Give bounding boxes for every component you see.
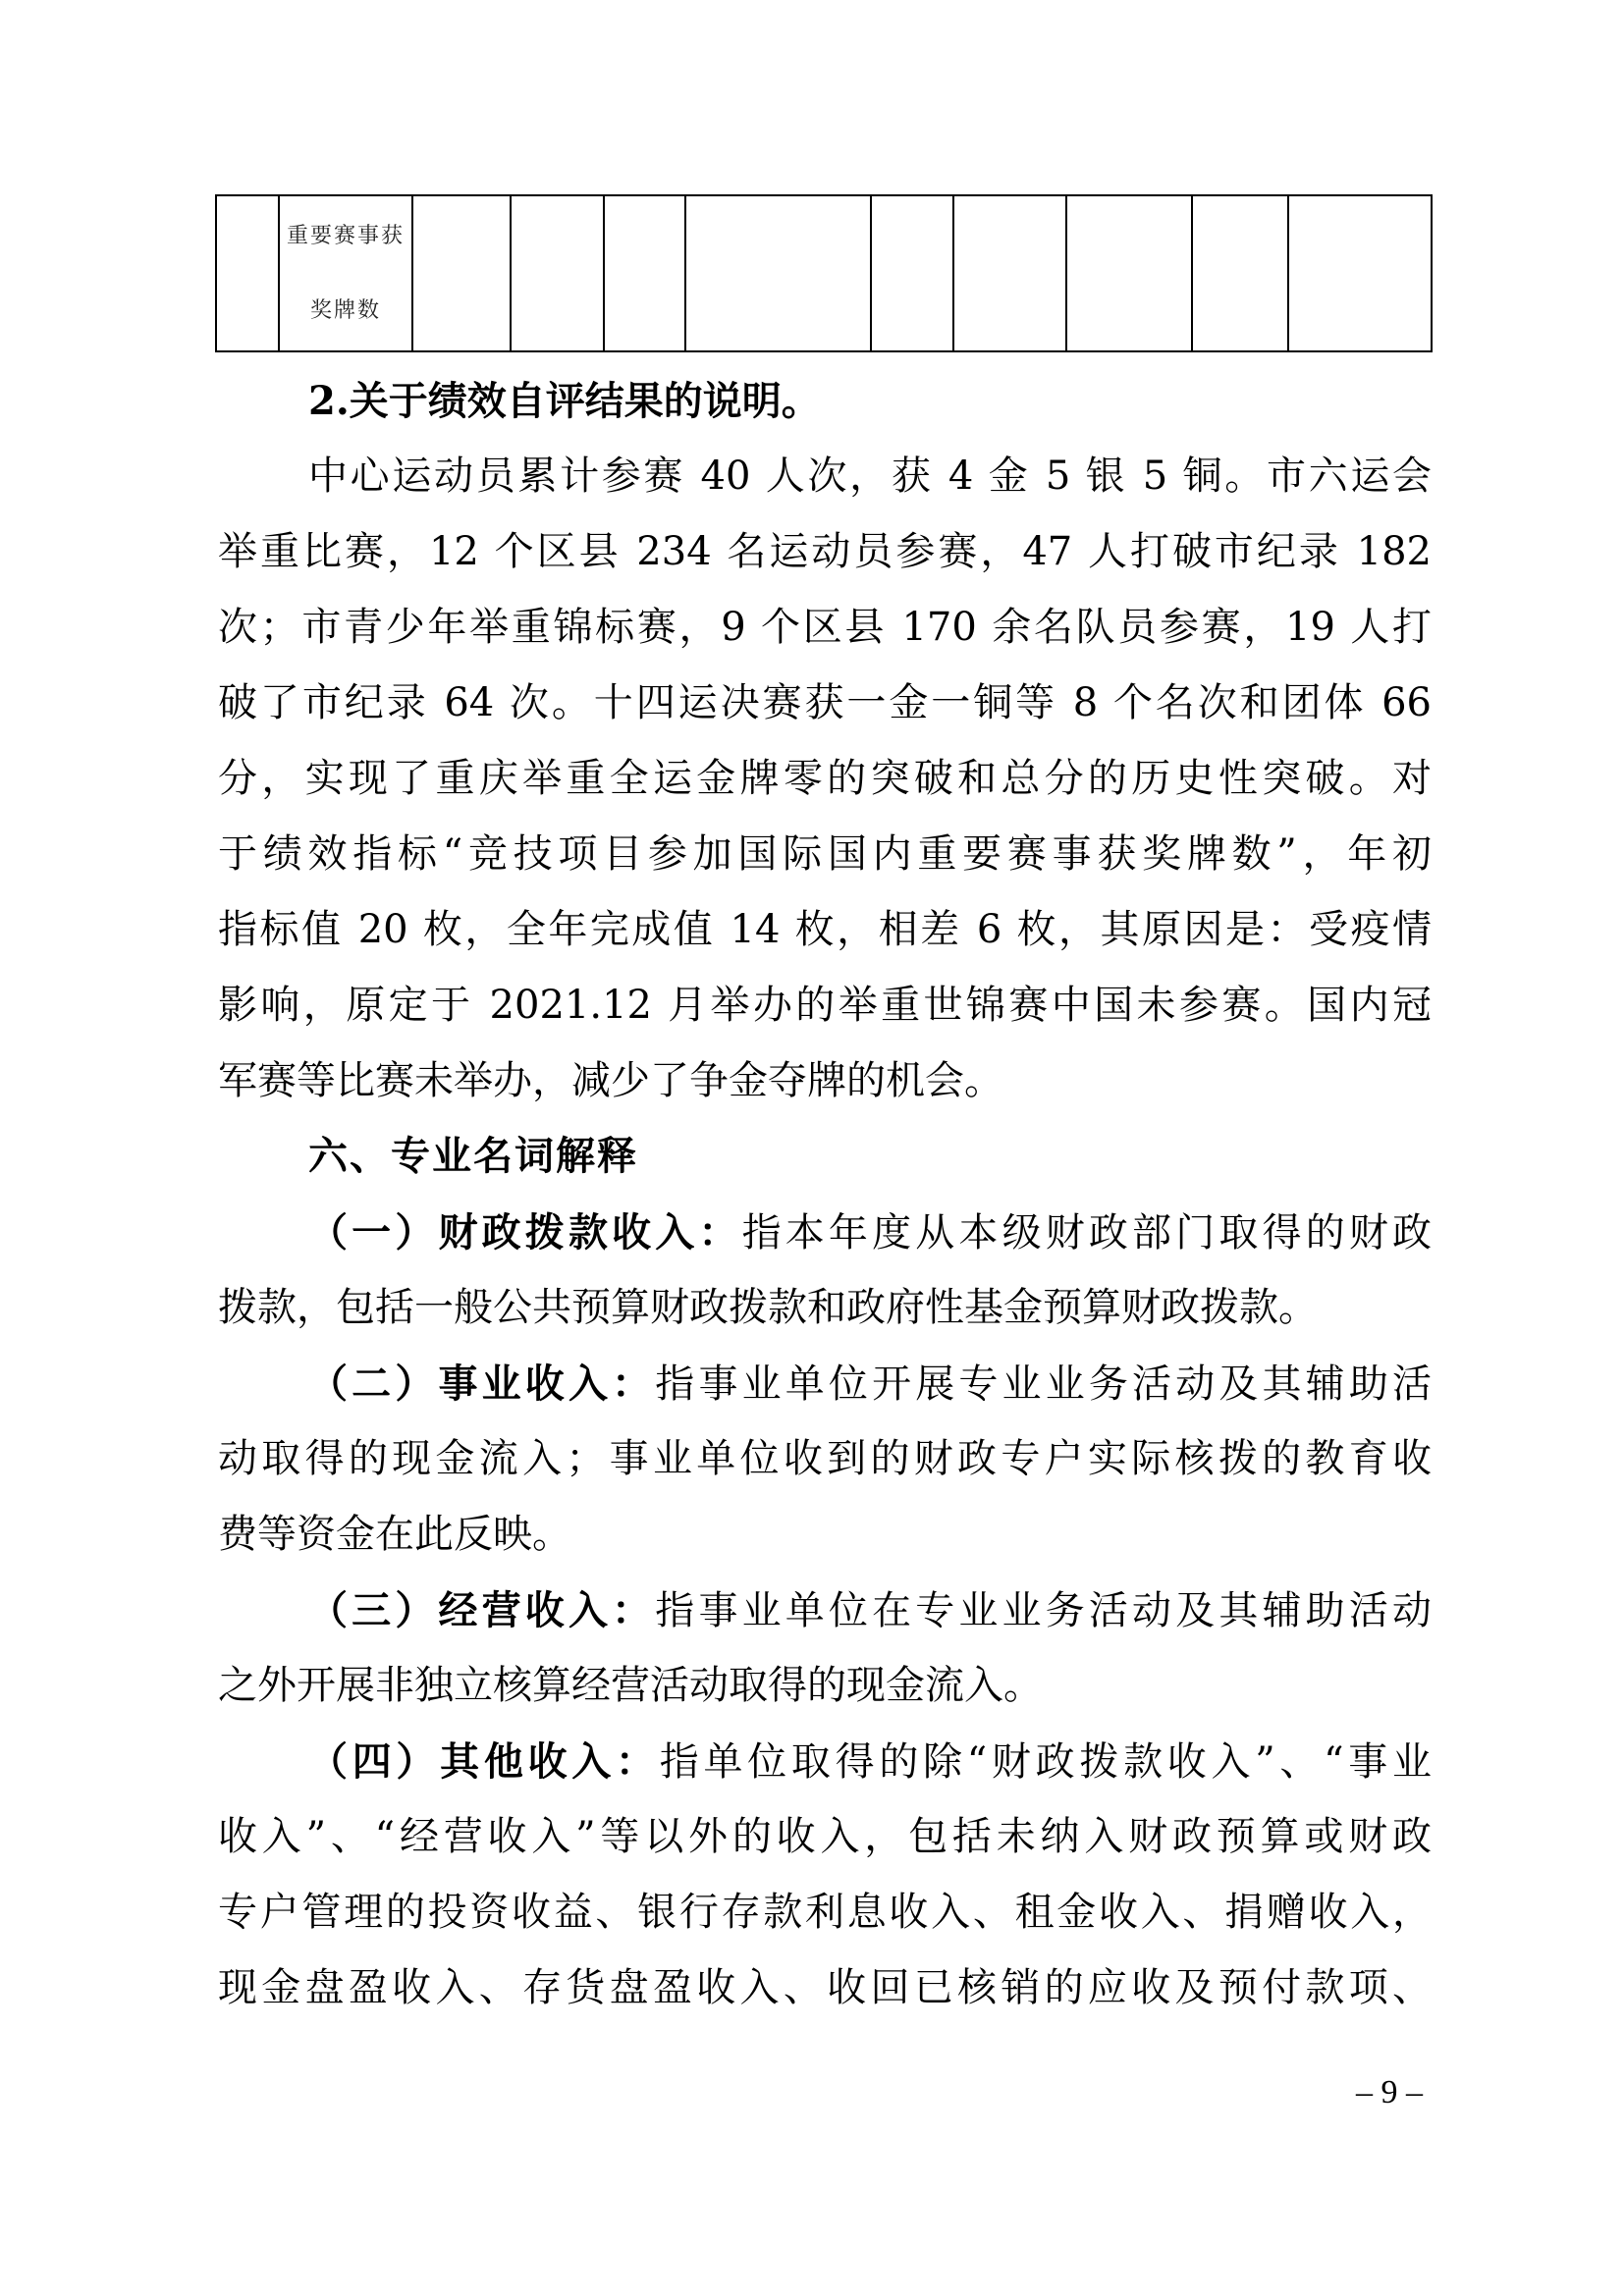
table-cell-empty [685,195,871,351]
paragraph-line: 分，实现了重庆举重全运金牌零的突破和总分的历史性突破。对 [218,756,1432,801]
indicator-label-line-2: 奖牌数 [309,297,381,323]
table-cell-indicator [279,195,412,351]
paragraph-line: 拨款，包括一般公共预算财政拨款和政府性基金预算财政拨款。 [218,1285,1318,1330]
definition-term: （一）财政拨款收入： [308,1209,742,1255]
indicator-label-line-1: 重要赛事获 [286,223,405,248]
section-2-heading: 2.关于绩效自评结果的说明。 [308,378,821,424]
paragraph-line: 费等资金在此反映。 [218,1512,571,1557]
paragraph-line: 于绩效指标“竞技项目参加国际国内重要赛事获奖牌数”，年初 [218,831,1432,877]
section-6-heading: 六、专业名词解释 [308,1134,638,1179]
table-cell-empty [604,195,685,351]
performance-table-fragment [215,194,1433,352]
definition-first-line [308,1724,1432,1799]
table-cell-empty [953,195,1066,351]
paragraph-line: 专户管理的投资收益、银行存款利息收入、租金收入、捐赠收入， [218,1890,1432,1935]
definition-text: 指本年度从本级财政部门取得的财政 [741,1210,1433,1255]
paragraph-line: 军赛等比赛未举办，减少了争金夺牌的机会。 [218,1058,1003,1103]
table-cell-empty [871,195,953,351]
table-cell-empty [511,195,604,351]
table-cell-empty [1066,195,1192,351]
table-cell-empty [412,195,511,351]
paragraph-line: 指标值 20 枚，全年完成值 14 枚，相差 6 枚，其原因是：受疫情 [218,907,1432,952]
definition-text: 指事业单位在专业业务活动及其辅助活动 [655,1588,1433,1633]
definition-term: （四）其他收入： [308,1738,660,1785]
paragraph-line: 现金盘盈收入、存货盘盈收入、收回已核销的应收及预付款项、 [218,1965,1432,2010]
definition-term: （三）经营收入： [308,1587,656,1633]
paragraph-line: 影响，原定于 2021.12 月举办的举重世锦赛中国未参赛。国内冠 [218,983,1432,1028]
table-cell-empty [1192,195,1288,351]
paragraph-line: 破了市纪录 64 次。十四运决赛获一金一铜等 8 个名次和团体 66 [218,680,1432,725]
definition-text: 指单位取得的除“财政拨款收入”、“事业 [659,1739,1433,1785]
paragraph-line: 中心运动员累计参赛 40 人次，获 4 金 5 银 5 铜。市六运会 [308,454,1432,499]
table-cell-empty [216,195,279,351]
page-number: – 9 – [1356,2074,1423,2110]
paragraph-line: 之外开展非独立核算经营活动取得的现金流入。 [218,1663,1043,1708]
table-cell-empty [1288,195,1432,351]
definition-text: 指事业单位开展专业业务活动及其辅助活 [655,1362,1433,1407]
paragraph-line: 收入”、“经营收入”等以外的收入，包括未纳入财政预算或财政 [218,1814,1432,1859]
paragraph-line: 举重比赛，12 个区县 234 名运动员参赛，47 人打破市纪录 182 [218,529,1432,574]
definition-first-line [308,1573,1432,1648]
definition-first-line [308,1346,1432,1421]
definition-term: （二）事业收入： [308,1361,656,1407]
paragraph-line: 次；市青少年举重锦标赛，9 个区县 170 余名队员参赛，19 人打 [218,605,1432,650]
definition-first-line [308,1195,1432,1270]
paragraph-line: 动取得的现金流入；事业单位收到的财政专户实际核拨的教育收 [218,1436,1432,1481]
table-row [216,195,1432,351]
